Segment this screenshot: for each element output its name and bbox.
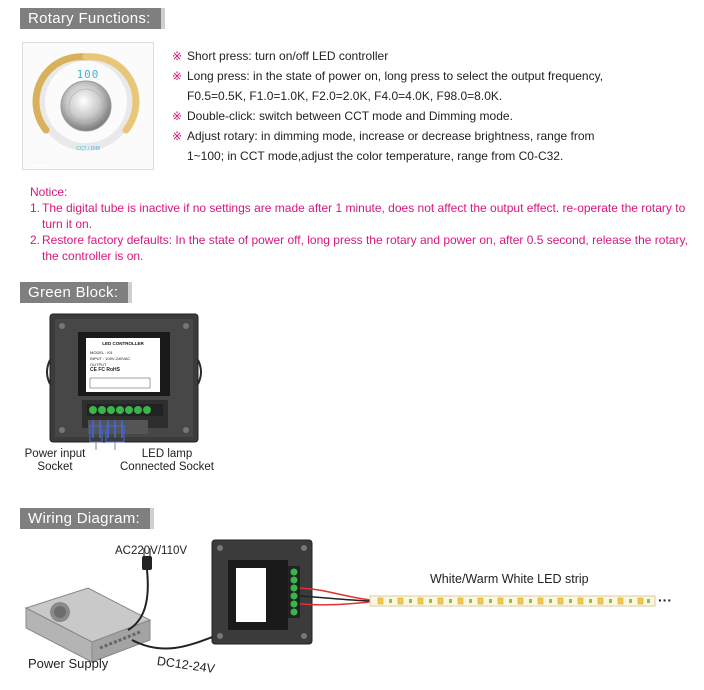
section-header-wiring-diagram: Wiring Diagram: — [20, 508, 150, 529]
bullet-mark: ※ — [172, 129, 183, 143]
panel-display-digits: 100 — [76, 68, 100, 81]
power-input-socket-label: Power input Socket — [24, 448, 86, 473]
function-text: Adjust rotary: in dimming mode, increase or decrease brightness, range from 1~100; in CCT mode,adjust the color temperature, range from C0-C32. — [187, 129, 595, 163]
function-item-short-press — [172, 46, 692, 66]
power-supply-label: Power Supply — [28, 656, 109, 671]
svg-text:· · · · · · ·: · · · · · · · — [30, 160, 46, 165]
notice-block — [30, 184, 690, 264]
notice-text: The digital tube is inactive if no settings are made after 1 minute, does not affect the output effect. re-operate the rotary to turn it on. — [42, 201, 686, 231]
function-text: Long press: in the state of power on, long press to select the output frequency, F0.5=0.5K, F1.0=1.0K, F2.0=2.0K, F4.0=4.0K, F98.0=8.0K. — [187, 69, 604, 103]
function-text: Short press: turn on/off LED controller — [187, 49, 389, 63]
bullet-mark: ※ — [172, 49, 183, 63]
function-text: Double-click: switch between CCT mode and Dimming mode. — [187, 109, 513, 123]
dc-voltage-label: DC12-24V — [156, 654, 216, 676]
back-label-cert: CE FC RoHS — [90, 367, 120, 373]
ac-voltage-label: AC220V/110V — [115, 545, 188, 557]
strip-continuation-dots: ··· — [658, 592, 672, 608]
function-item-long-press — [172, 66, 692, 106]
back-label-title: LED CONTROLLER — [102, 341, 144, 346]
function-item-double-click — [172, 106, 692, 126]
notice-title: Notice: — [30, 185, 68, 199]
panel-small-text: CCT / DIM — [76, 146, 100, 152]
back-label-input: INPUT : 100V-240VAC — [90, 356, 131, 361]
notice-item — [30, 200, 690, 232]
bullet-mark: ※ — [172, 109, 183, 123]
back-label-output: OUTPUT — [90, 362, 107, 367]
notice-number: 1. — [30, 201, 41, 215]
back-label-model: MODEL : K5 — [90, 350, 113, 355]
led-lamp-socket-label: LED lamp Connected Socket — [120, 448, 214, 473]
notice-item — [30, 232, 690, 264]
notice-number: 2. — [30, 233, 41, 247]
section-header-green-block: Green Block: — [20, 282, 128, 303]
function-item-adjust-rotary — [172, 126, 692, 166]
bullet-mark: ※ — [172, 69, 183, 83]
section-header-rotary-functions: Rotary Functions: — [20, 8, 161, 29]
led-strip-label: White/Warm White LED strip — [430, 572, 589, 586]
notice-text: Restore factory defaults: In the state of power off, long press the rotary and power on, after 0.5 second, release the rotary, the controller is on. — [42, 233, 688, 263]
function-list — [172, 46, 692, 166]
